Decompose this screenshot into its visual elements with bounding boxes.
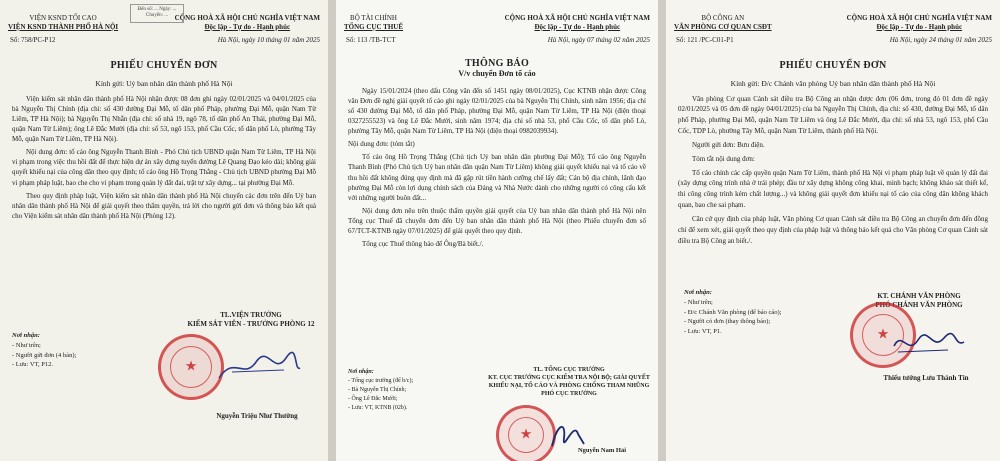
doc-date: Hà Nội, ngày 10 tháng 01 năm 2025 bbox=[217, 35, 320, 44]
paragraph: Nội dung đơn: tố cáo ông Nguyễn Thanh Bình - Phó Chủ tịch UBND quận Nam Từ Liêm, TP Hà Nội vi phạm trong việc thu hồi đất để thực hiện dự án xây dựng tuyến đường Lê Quang Đạo kéo dài; không giải quyết khiếu nại của công dân theo quy định; tố cáo ông Hồ Trọng Thắng - Chủ tịch UBND phường Đại Mỗ vi phạm pháp luật, bao che cho vi phạm trong quản lý đất đai, trật tự xây dựng... tại phường Đại Mỗ. bbox=[12, 148, 316, 187]
nation-title: CỘNG HOÀ XÃ HỘI CHỦ NGHĨA VIỆT NAM bbox=[504, 14, 650, 22]
signature-title bbox=[484, 366, 654, 398]
recipient-item: - Ông Lê Đắc Mười; bbox=[348, 396, 398, 402]
recipient-item: - Lưu: VT, KTNB (02b). bbox=[348, 405, 408, 411]
signer-name: Thiếu tướng Lưu Thành Tín bbox=[883, 374, 969, 382]
header bbox=[336, 0, 658, 32]
recipient-item: - Lưu: VT, P12. bbox=[12, 361, 54, 369]
header bbox=[666, 0, 1000, 32]
recipient-item: - Như trên; bbox=[684, 298, 713, 306]
paragraph: Theo quy định pháp luật, Viện kiểm sát nhân dân thành phố Hà Nội chuyển các đơn trên đến Uỷ ban nhân dân thành phố Hà Nội để giải quyết theo thẩm quyền, trả lời cho người gửi đơn và thông báo kết quả cho Viện kiểm sát nhân dân thành phố Hà Nội (Phòng 12). bbox=[12, 191, 316, 221]
signature-title bbox=[178, 311, 324, 330]
recipient-line: Kính gửi: Đ/c Chánh văn phòng Uỷ ban nhân dân thành phố Hà Nội bbox=[730, 78, 936, 88]
paragraph: Viện kiểm sát nhân dân thành phố Hà Nội nhận được 08 đơn ghi ngày 02/01/2025 và 04/01/2025 của bà Nguyễn Thị Chính (địa chỉ: số 430 đường Đại Mỗ, tổ dân phố Pháp, phường Đại Mỗ, quận Nam Từ Liêm, TP Hà Nội); bà Nguyễn Thị Nhẫn (địa chỉ: số nhà 19, ngõ 78, tổ dân phố An Thái, phường Đại Mỗ, quận Nam Từ Liêm); ông Lê Đắc Mười (địa chỉ: số 53, ngõ 153, phố Cầu Cốc, tổ dân phố Lò, phường Tây Mỗ, quận Nam Từ Liêm, TP Hà Nội). bbox=[12, 94, 316, 144]
nation-title: CỘNG HOÀ XÃ HỘI CHỦ NGHĨA VIỆT NAM bbox=[174, 14, 320, 22]
nation-title: CỘNG HOÀ XÃ HỘI CHỦ NGHĨA VIỆT NAM bbox=[846, 14, 992, 22]
star-icon: ★ bbox=[184, 359, 198, 375]
sender-line: Người gửi đơn: Bưu điện. bbox=[692, 140, 765, 149]
recipient-item: - Tổng cục trưởng (để b/c); bbox=[348, 378, 414, 384]
recipients-block bbox=[0, 331, 76, 370]
sign-title: KT. CỤC TRƯỞNG CỤC KIỂM TRA NỘI BỘ; GIẢI QUYẾT KHIẾU NẠI, TỐ CÁO VÀ PHÒNG CHỐNG THAM NHŨNG PHÓ CỤC TRƯỞNG bbox=[488, 375, 650, 398]
recipients-block bbox=[672, 288, 782, 337]
red-seal bbox=[496, 405, 556, 461]
paragraph: Căn cứ quy định của pháp luật, Văn phòng Cơ quan Cảnh sát điều tra Bộ Công an chuyển đơn đến đồng chí để xem xét, giải quyết theo quy định của pháp luật và thông báo kết quả cho Văn phòng Cơ quan Cảnh sát điều tra Bộ Công an biết./. bbox=[678, 214, 988, 245]
recipients-label: Nơi nhận: bbox=[12, 332, 40, 339]
recipient-item: - Đ/c Chánh Văn phòng (để báo cáo); bbox=[684, 308, 782, 316]
recipient-item: - Người gửi đơn (4 bản); bbox=[12, 351, 77, 359]
doc-title: PHIẾU CHUYỂN ĐƠN bbox=[110, 59, 218, 71]
recipients-block bbox=[336, 368, 413, 413]
document-viksnd-transfer bbox=[0, 0, 328, 461]
handwritten-signature bbox=[888, 326, 968, 360]
paragraph: Văn phòng Cơ quan Cảnh sát điều tra Bộ Công an nhận được đơn (06 đơn, trong đó 01 đơn đề ngày 02/01/2025 và 05 đơn đề ngày 04/01/2025) của bà Nguyễn Thị Chính, địa chỉ: số 430, đường Đại Mỗ, tổ dân phố Pháp, phường Đại Mỗ, quận Nam Từ Liêm và ông Lê Đắc Mười, địa chỉ: số nhà 53, ngõ 153, phố Cầu Cốc, TDP Lò, phường Tây Mỗ, quận Nam Từ Liêm, thành phố Hà Nội. bbox=[678, 94, 988, 136]
handwritten-signature bbox=[214, 350, 304, 386]
agency-top: VIỆN KSND TỐI CAO bbox=[29, 14, 97, 22]
signer-name: Nguyễn Triệu Như Thường bbox=[216, 412, 298, 420]
star-icon: ★ bbox=[519, 427, 533, 443]
paragraph: Nội dung đơn nêu trên thuộc thẩm quyền giải quyết của Uỷ ban nhân dân thành phố Hà Nội nên Tổng cục Thuế đã chuyển đơn đến Uỷ ban nhân dân thành phố Hà Nội (theo Phiếu chuyển đơn số 67/TCT-KTNB ngày 07/01/2025) để giải quyết theo quy định. bbox=[348, 207, 646, 236]
agency-name: TỔNG CỤC THUẾ bbox=[344, 22, 403, 31]
signer-name: Nguyễn Nam Hải bbox=[577, 447, 627, 454]
gap bbox=[658, 0, 666, 461]
sign-title: KIỂM SÁT VIÊN - TRƯỞNG PHÒNG 12 bbox=[187, 320, 315, 329]
paragraph: Tố cáo chính các cấp quyền quận Nam Từ Liêm, thành phố Hà Nội vi phạm pháp luật về quản lý đất đai (xây dựng công trình nhà ở trái phép; đầu tư xây dựng không công khai, minh bạch; không khảo sát thiết kế, thi công công trình kém chất lượng...) và không giải quyết đơn khiếu nại tố cáo của công dân không khách quan, bao che sai phạm. bbox=[678, 168, 988, 210]
sign-for: TL. TỔNG CỤC TRƯỞNG bbox=[533, 367, 605, 373]
agency-name: VIỆN KSND THÀNH PHỐ HÀ NỘI bbox=[8, 22, 119, 31]
nation-motto: Độc lập - Tự do - Hạnh phúc bbox=[876, 22, 963, 31]
paragraph: Ngày 15/01/2024 (theo dấu Công văn đến số 1451 ngày 08/01/2025), Cục KTNB nhận được Công văn Đơn đề nghị giải quyết tố cáo ghi ngày 02/01/2025 của bà Nguyễn Thị Chính, sinh năm 1956; địa chỉ số 430 đường Đại Mỗ, tổ dân phố Pháp, phường Đại Mỗ, quận Nam Từ Liêm, TP Hà Nội (điện thoại 0327255523) và ông Lê Đắc Mười, sinh năm 1974; địa chỉ số nhà 53, phố Cầu Cốc, tổ dân phố Lò, phường Tây Mỗ, quận Nam Từ Liêm, TP Hà Nội (điện thoại 0982039934). bbox=[348, 86, 646, 136]
doc-date: Hà Nội, ngày 07 tháng 02 năm 2025 bbox=[547, 35, 650, 44]
doc-title: PHIẾU CHUYỂN ĐƠN bbox=[779, 59, 887, 71]
recipients-label: Nơi nhận: bbox=[684, 289, 712, 296]
doc-date: Hà Nội, ngày 24 tháng 01 năm 2025 bbox=[889, 35, 992, 44]
sign-for: TL.VIỆN TRƯỞNG bbox=[220, 311, 282, 319]
doc-title: THÔNG BÁO bbox=[464, 57, 530, 69]
receipt-stamp bbox=[130, 4, 184, 23]
recipient-item: - Người có đơn (thay thông báo); bbox=[684, 318, 771, 326]
doc-number: Số: 758/PC-P12 bbox=[10, 35, 56, 44]
agency-name: VĂN PHÒNG CƠ QUAN CSĐT bbox=[674, 22, 772, 31]
doc-number: Số: 121 /PC-C01-P1 bbox=[676, 35, 734, 44]
nation-motto: Độc lập - Tự do - Hạnh phúc bbox=[204, 22, 291, 31]
content-label: Nội dung đơn: (tóm tắt) bbox=[348, 140, 415, 149]
recipient-item: - Lưu: VT, P1. bbox=[684, 328, 722, 335]
document-police-transfer bbox=[666, 0, 1000, 461]
doc-subtitle: V/v chuyển Đơn tố cáo bbox=[458, 68, 536, 78]
agency-top: BỘ CÔNG AN bbox=[701, 14, 745, 22]
recipient-item: - Như trên; bbox=[12, 341, 41, 349]
star-icon: ★ bbox=[876, 327, 890, 343]
paragraph: Tố cáo ông Hồ Trọng Thắng (Chủ tịch Uỷ ban nhân dân phường Đại Mỗ); Tố cáo ông Nguyễn Thanh Bình (Phó Chủ tịch Uỷ ban nhân dân quận Nam Từ Liêm) không giải quyết khiếu nại và tố cáo về thu hồi đất không đúng quy định mà đã gặp rút tiền hành cưỡng chế lấy đất; Cán bộ địa chính, lãnh đạo phường Đại Mỗ còn lợi dụng chính sách của Đảng và Nhà Nước dành cho những người có công cấu kết với những người buôn đất... bbox=[348, 153, 646, 202]
document-tax-notice bbox=[336, 0, 658, 461]
recipient-line: Kính gửi: Uỷ ban nhân dân thành phố Hà Nội bbox=[95, 78, 233, 88]
doc-body bbox=[666, 94, 1000, 247]
sign-for: KT. CHÁNH VĂN PHÒNG bbox=[877, 292, 961, 300]
recipient-item: - Bà Nguyễn Thị Chính; bbox=[348, 387, 407, 393]
sign-title: PHÓ CHÁNH VĂN PHÒNG bbox=[875, 301, 963, 310]
paragraph: Tổng cục Thuế thông báo để Ông/Bà biết./. bbox=[362, 240, 484, 249]
agency-top: BỘ TÀI CHÍNH bbox=[350, 14, 397, 22]
doc-body bbox=[0, 94, 328, 222]
receipt-stamp-text: Đến số: ... Ngày: ... Chuyển: ... bbox=[137, 7, 177, 19]
recipients-label: Nơi nhận: bbox=[348, 369, 374, 375]
doc-number: Số: 113 /TB-TCT bbox=[346, 35, 396, 44]
summary-label: Tóm tắt nội dung đơn: bbox=[692, 154, 755, 163]
nation-motto: Độc lập - Tự do - Hạnh phúc bbox=[534, 22, 621, 31]
doc-body bbox=[336, 86, 658, 250]
gap bbox=[328, 0, 336, 461]
